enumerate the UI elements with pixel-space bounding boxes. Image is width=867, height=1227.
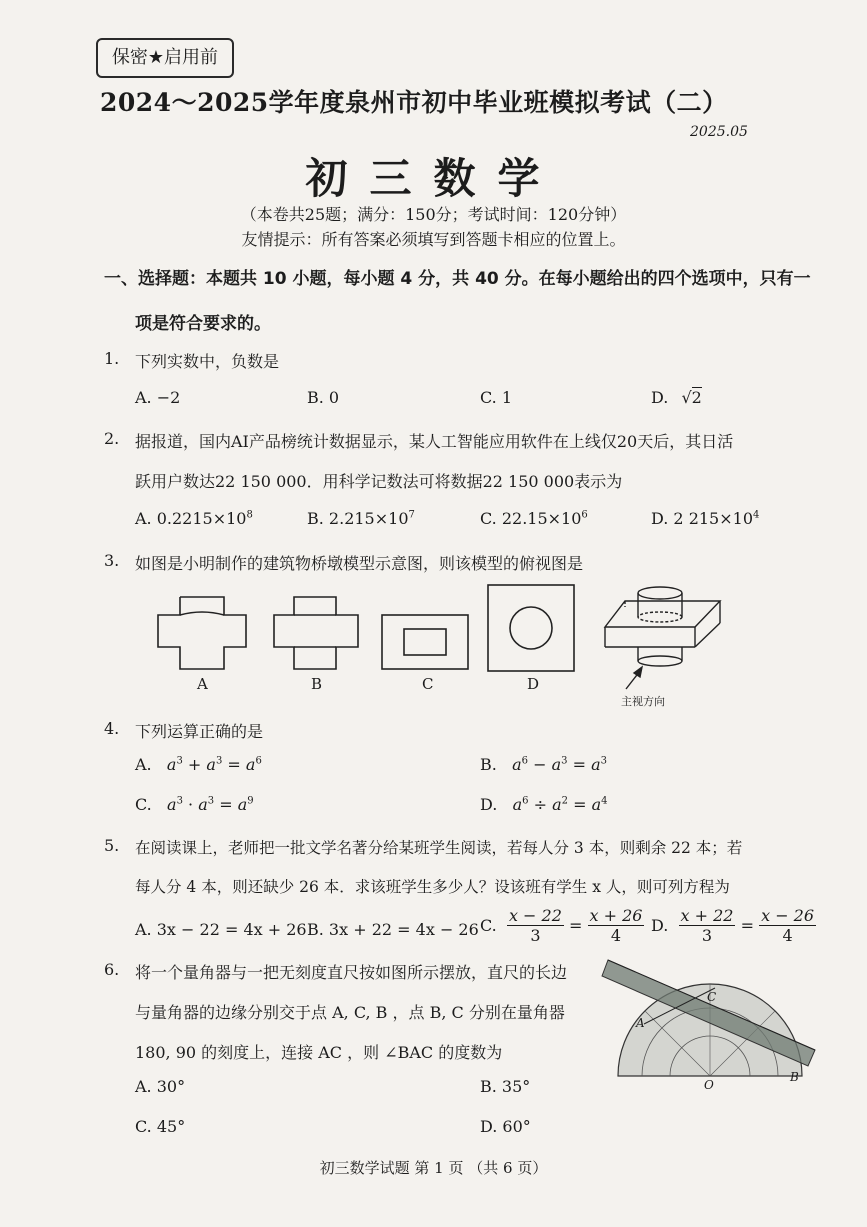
exp: 6 — [522, 795, 529, 807]
option-b — [307, 509, 415, 528]
option-a-base: A. 0.2215×10 — [135, 509, 247, 528]
op: = — [214, 795, 238, 814]
point-label-b: B — [790, 1070, 799, 1084]
exam-title: 2024～2025学年度泉州市初中毕业班模拟考试（二） — [100, 88, 728, 117]
option-b: B. 35° — [480, 1077, 531, 1096]
point-label-a: A — [636, 1016, 645, 1030]
fraction — [759, 906, 816, 945]
fraction — [588, 906, 645, 945]
var: a — [198, 795, 208, 814]
question-text-line1: 将一个量角器与一把无刻度直尺按如图所示摆放，直尺的长边 — [135, 963, 568, 982]
exp: 6 — [255, 755, 262, 767]
question-text: 下列运算正确的是 — [135, 722, 264, 741]
option-b-label: B. — [480, 755, 497, 774]
question-text-line2: 每人分 4 本，则还缺少 26 本．求该班学生多少人？设该班有学生 x 人，则可列方程为 — [135, 878, 730, 896]
equals: = — [740, 916, 754, 935]
exp: 3 — [215, 755, 223, 767]
figure-label-c: C — [422, 675, 434, 693]
option-d — [651, 388, 702, 407]
question-number: 1. — [104, 349, 120, 368]
option-c-label: C. — [480, 916, 497, 935]
sqrt-sign: √ — [681, 388, 692, 407]
option-c-exponent: 6 — [581, 509, 588, 521]
var: a — [552, 795, 562, 814]
exp: 4 — [601, 795, 608, 807]
denominator: 3 — [701, 926, 713, 945]
option-d-base: D. 2 215×10 — [651, 509, 753, 528]
option-d — [480, 795, 608, 814]
question-number: 4. — [104, 719, 120, 738]
var: a — [512, 795, 523, 814]
exp: 9 — [247, 795, 254, 807]
view-direction-label: 主视方向 — [621, 695, 665, 708]
section-heading-cont: 项是符合要求的。 — [135, 314, 271, 334]
op: − — [528, 755, 552, 774]
numerator: x − 22 — [508, 906, 562, 925]
option-d-label: D. — [651, 916, 669, 935]
exp: 3 — [176, 755, 183, 767]
var: a — [512, 755, 522, 774]
option-d — [651, 906, 816, 945]
option-a-label: A. — [135, 755, 152, 774]
option-d-exponent: 4 — [753, 509, 760, 521]
question-text-line2: 与量角器的边缘分别交于点 A, C, B ，点 B, C 分别在量角器 — [135, 1003, 565, 1022]
protractor-ruler-figure — [600, 958, 815, 1098]
op: + — [182, 755, 207, 774]
question-number: 5. — [104, 836, 120, 855]
op: · — [182, 795, 199, 814]
question-number: 6. — [104, 960, 120, 979]
question-text: 下列实数中，负数是 — [135, 352, 280, 371]
exp: 3 — [561, 755, 568, 767]
option-d-label: D. — [480, 795, 498, 814]
equals: = — [569, 916, 583, 935]
figure-label-b: B — [311, 675, 323, 693]
option-c — [480, 509, 588, 528]
option-a: A. 30° — [135, 1077, 186, 1096]
exp: 3 — [207, 795, 215, 807]
var: a — [206, 755, 216, 774]
exam-info: （本卷共25题；满分：150分；考试时间：120分钟） — [240, 205, 627, 224]
question-text-line3: 180, 90 的刻度上，连接 AC ，则 ∠BAC 的度数为 — [135, 1043, 503, 1062]
point-label-c: C — [707, 990, 717, 1004]
option-b — [480, 755, 607, 774]
fraction — [507, 906, 564, 945]
option-c-label: C. — [135, 795, 152, 814]
confidential-stamp: 保密★启用前 — [96, 38, 234, 78]
question-text-line2: 跃用户数达22 150 000．用科学记数法可将数据22 150 000表示为 — [135, 472, 623, 491]
option-c: C. 1 — [480, 388, 513, 407]
option-c: C. 45° — [135, 1117, 186, 1136]
denominator: 4 — [782, 926, 793, 945]
option-d: D. 60° — [480, 1117, 531, 1136]
exp: 3 — [600, 755, 608, 767]
option-d-radicand: 2 — [691, 388, 702, 407]
option-c — [135, 795, 254, 814]
denominator: 4 — [610, 926, 622, 945]
var: a — [237, 795, 248, 814]
option-d-label: D. — [651, 388, 669, 407]
option-d — [651, 509, 759, 528]
var: a — [167, 795, 177, 814]
point-label-o: O — [704, 1078, 714, 1092]
exam-tip: 友情提示：所有答案必须填写到答题卡相应的位置上。 — [241, 230, 626, 249]
option-c-view — [382, 615, 468, 669]
var: a — [245, 755, 256, 774]
denominator: 3 — [530, 926, 541, 945]
fraction — [679, 906, 736, 945]
option-d-view — [488, 585, 574, 671]
option-a-view — [158, 597, 246, 669]
view-direction-arrow — [626, 667, 642, 689]
figure-label-d: D — [527, 675, 540, 693]
option-a — [135, 755, 262, 774]
var: a — [166, 755, 177, 774]
op: = — [222, 755, 246, 774]
question-number: 3. — [104, 551, 120, 570]
option-a: A. 3x − 22 = 4x + 26 — [135, 920, 307, 939]
option-a: A. −2 — [135, 388, 181, 407]
option-b: B. 0 — [307, 388, 340, 407]
subject-title: 初三数学 — [305, 154, 562, 203]
exp: 2 — [561, 795, 569, 807]
option-b-exponent: 7 — [408, 509, 415, 521]
var: a — [591, 795, 602, 814]
question-number: 2. — [104, 429, 120, 448]
figure-label-a: A — [197, 675, 208, 693]
option-b-view — [274, 597, 358, 669]
section-heading: 一、选择题：本题共 10 小题，每小题 4 分，共 40 分。在每小题给出的四个选项中，只有一 — [104, 269, 811, 289]
page-footer: 初三数学试题 第 1 页 （共 6 页） — [319, 1159, 548, 1177]
op: = — [567, 755, 592, 774]
option-a — [135, 509, 253, 528]
var: a — [591, 755, 601, 774]
op: ÷ — [528, 795, 553, 814]
numerator: x + 22 — [680, 906, 734, 925]
question-text-line1: 在阅读课上，老师把一批文学名著分给某班学生阅读，若每人分 3 本，则剩余 22 本；若 — [135, 839, 743, 857]
numerator: x − 26 — [761, 906, 815, 925]
numerator: x + 26 — [589, 906, 643, 925]
pier-3d-model — [605, 587, 720, 666]
option-c — [480, 906, 644, 945]
exp: 3 — [176, 795, 183, 807]
var: a — [551, 755, 562, 774]
op: = — [568, 795, 592, 814]
option-b-base: B. 2.215×10 — [307, 509, 409, 528]
option-b: B. 3x + 22 = 4x − 26 — [307, 920, 479, 939]
option-c-base: C. 22.15×10 — [480, 509, 582, 528]
question-text-line1: 据报道，国内AI产品榜统计数据显示，某人工智能应用软件在上线仅20天后，其日活 — [135, 432, 734, 451]
exam-date: 2025.05 — [690, 124, 748, 140]
exp: 6 — [521, 755, 529, 767]
question-text: 如图是小明制作的建筑物桥墩模型示意图，则该模型的俯视图是 — [135, 554, 584, 573]
option-a-exponent: 8 — [246, 509, 253, 521]
